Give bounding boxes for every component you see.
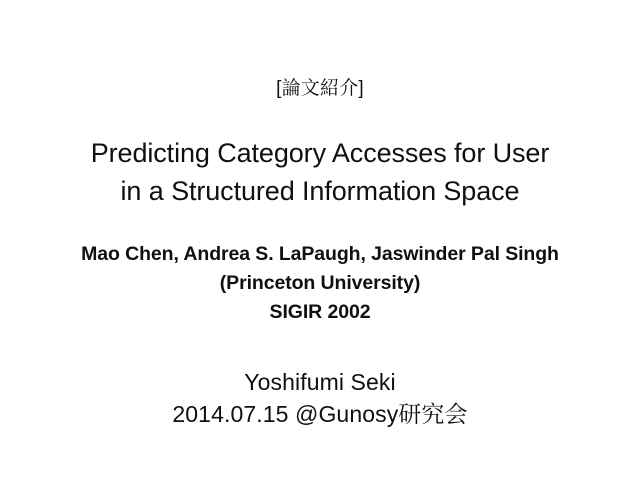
page-title-line-2: in a Structured Information Space (120, 176, 520, 207)
page-title (91, 134, 550, 211)
authors-line: Mao Chen, Andrea S. LaPaugh, Jaswinder Pal Singh (81, 243, 559, 266)
category-label: [論文紹介] (276, 78, 364, 99)
affiliation-line: (Princeton University) (219, 272, 421, 295)
presenter-date-venue: 2014.07.15 @Gunosy研究会 (172, 400, 468, 427)
authors-block (81, 240, 559, 327)
venue-line: SIGIR 2002 (269, 301, 371, 324)
presenter-name: Yoshifumi Seki (244, 369, 396, 396)
page-title-line-1: Predicting Category Accesses for User (90, 137, 550, 168)
presenter-block (172, 367, 467, 430)
